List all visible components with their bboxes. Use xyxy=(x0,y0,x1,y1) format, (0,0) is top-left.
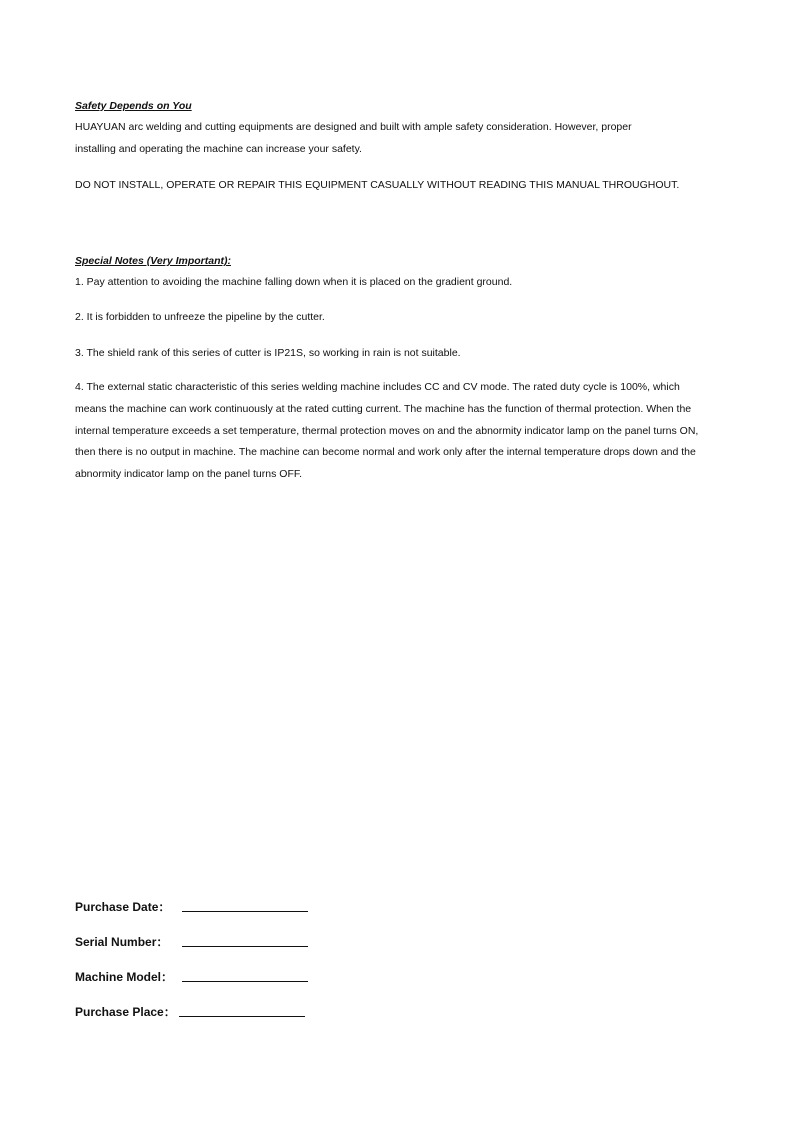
purchase-place-label: Purchase Place： xyxy=(75,1005,176,1019)
purchase-place-row xyxy=(75,1003,176,1019)
safety-heading: Safety Depends on You xyxy=(75,100,192,112)
machine-model-row xyxy=(75,968,173,984)
serial-number-row xyxy=(75,933,168,949)
safety-warning: DO NOT INSTALL, OPERATE OR REPAIR THIS EQUIPMENT CASUALLY WITHOUT READING THIS MANUAL THROUGHOUT. xyxy=(75,179,680,191)
purchase-date-row xyxy=(75,898,170,914)
machine-model-label: Machine Model： xyxy=(75,970,174,984)
serial-number-field[interactable] xyxy=(182,946,308,947)
safety-intro: HUAYUAN arc welding and cutting equipments are designed and built with ample safety consideration. However, proper installing and operating the machine can increase your safety. xyxy=(75,121,632,155)
machine-model-field[interactable] xyxy=(182,981,308,982)
note-item: 4. The external static characteristic of this series welding machine includes CC and CV mode. The rated duty cycle is 100%, which means the machine can work continuously at the rated cutting current. The machine has the function of thermal protection. When the internal temperature exceeds a set temperature, thermal protection moves on and the abnormity indicator lamp on the panel turns ON, then there is no output in machine. The machine can become normal and work only after the internal temperature drops down and the abnormity indicator lamp on the panel turns OFF. xyxy=(75,381,699,481)
purchase-place-field[interactable] xyxy=(179,1016,305,1017)
note-item: 3. The shield rank of this series of cutter is IP21S, so working in rain is not suitable. xyxy=(75,347,461,359)
note-item: 2. It is forbidden to unfreeze the pipeline by the cutter. xyxy=(75,311,325,323)
purchase-date-label: Purchase Date： xyxy=(75,900,171,914)
purchase-date-field[interactable] xyxy=(182,911,308,912)
serial-number-label: Serial Number： xyxy=(75,935,169,949)
note-item: 1. Pay attention to avoiding the machine falling down when it is placed on the gradient ground. xyxy=(75,276,513,288)
notes-heading: Special Notes (Very Important): xyxy=(75,255,231,267)
